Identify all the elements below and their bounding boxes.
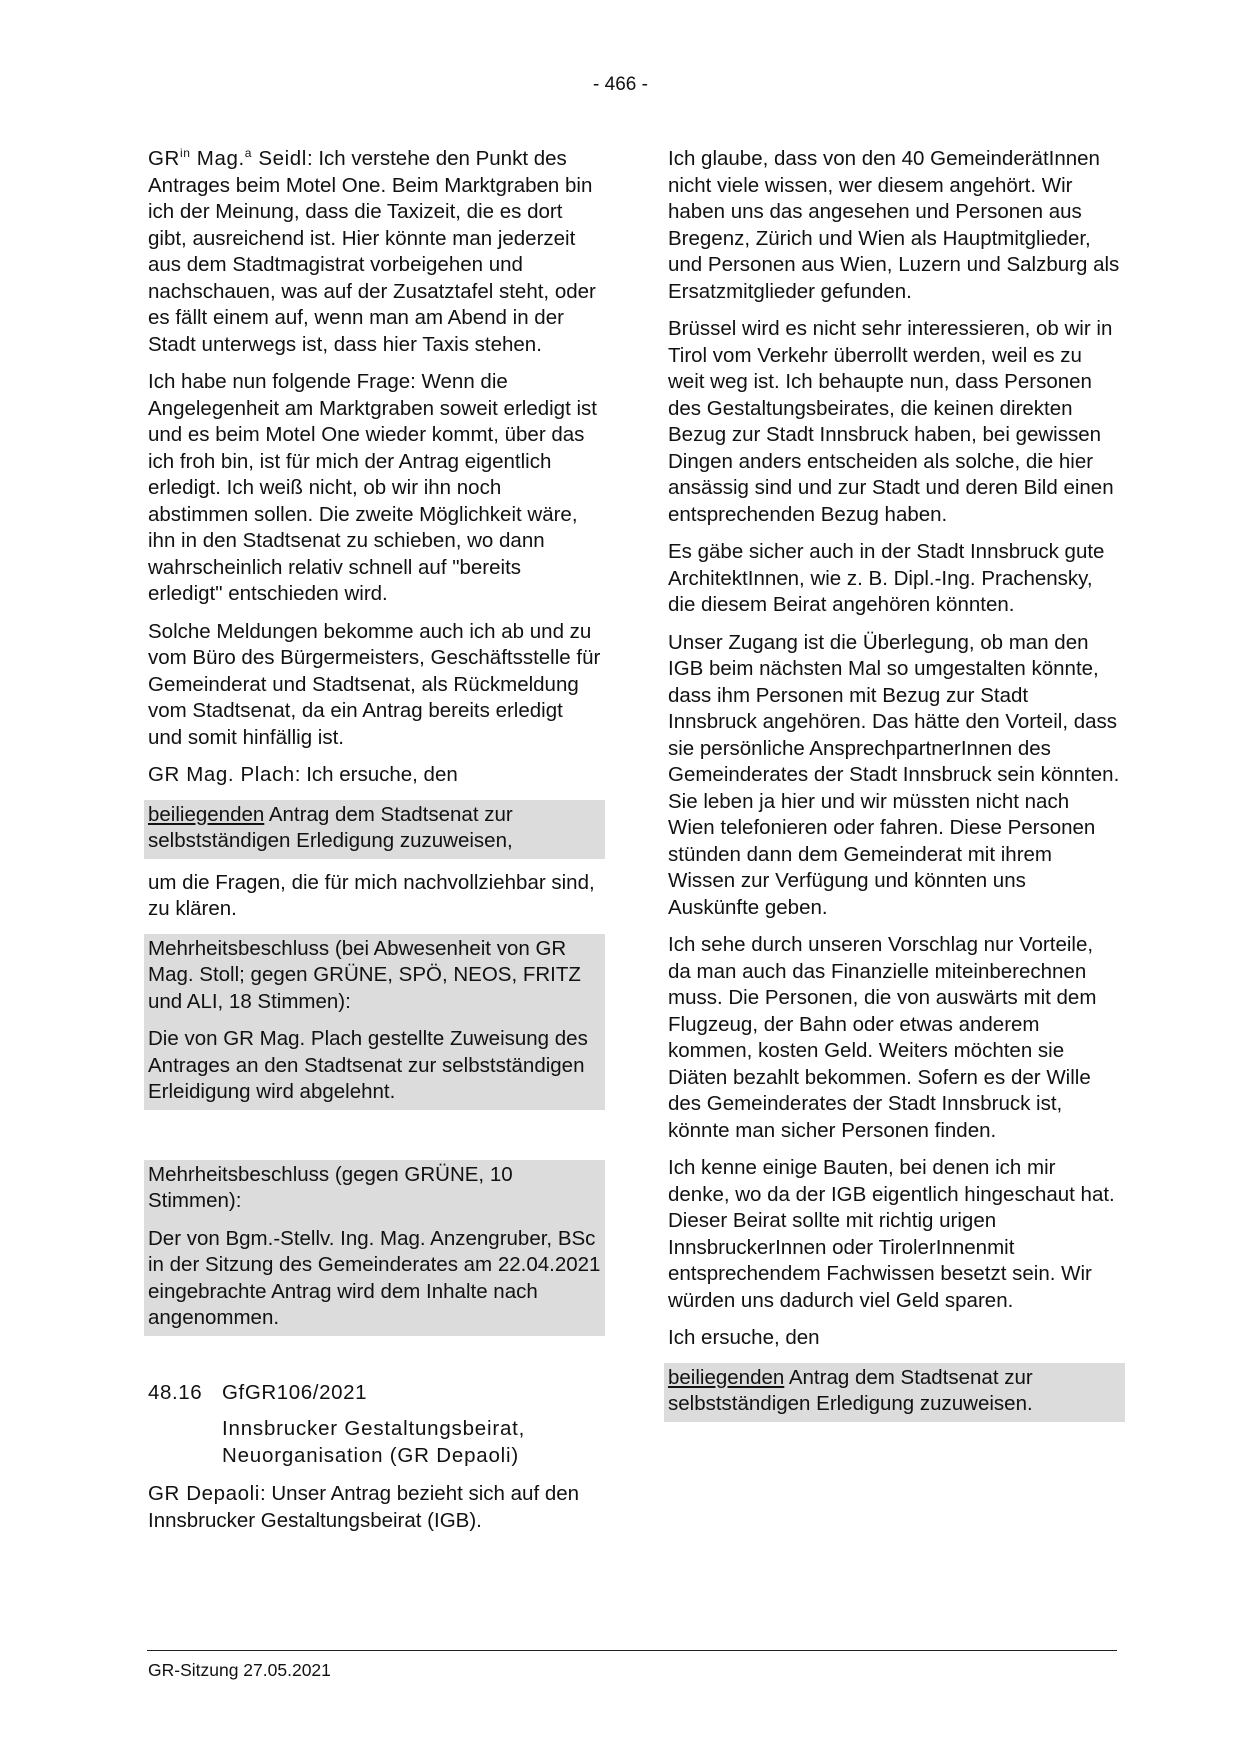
- agenda-item-header: [148, 1380, 601, 1407]
- paragraph: Solche Meldungen bekomme auch ich ab und zu vom Büro des Bürgermeisters, Geschäftsstelle für Gemeinderat und Stadtsenat, als Rückmeldung vom Stadtsenat, da ein Antrag bereits erledigt und somit hinfällig ist.: [148, 619, 601, 749]
- agenda-number: 48.16: [148, 1380, 203, 1404]
- paragraph: Ich ersuche, den: [668, 1326, 820, 1349]
- resolution-head: Mehrheitsbeschluss (gegen GRÜNE, 10 Stimmen):: [148, 1162, 513, 1212]
- speaker-name: GR Mag. Plach: [148, 763, 295, 786]
- paragraph: Es gäbe sicher auch in der Stadt Innsbruck gute ArchitektInnen, wie z. B. Dipl.-Ing. Prachensky, die diesem Beirat angehören könnten.: [668, 540, 1105, 616]
- resolution-body: Die von GR Mag. Plach gestellte Zuweisung des Antrages an den Stadtsenat zur selbstständigen Erleidigung wird abgelehnt.: [148, 1027, 588, 1103]
- left-column: [148, 146, 601, 1545]
- paragraph: Ich kenne einige Bauten, bei denen ich mir denke, wo da der IGB eigentlich hingeschaut hat. Dieser Beirat sollte mit richtig urigen InnsbruckerInnen oder TirolerInnenmit entsprechendem Fachwissen besetzt sein. Wir würden uns dadurch viel Geld sparen.: [668, 1156, 1115, 1312]
- resolution-box: [144, 1160, 605, 1336]
- page-number: - 466 -: [593, 74, 648, 95]
- speaker-name: $GR^{in}$ Mag.$^a$ Seidl: [148, 146, 307, 170]
- footer-text: GR-Sitzung 27.05.2021: [148, 1660, 331, 1680]
- motion-box: beiliegenden Antrag dem Stadtsenat zur selbstständigen Erledigung zuzuweisen,: [144, 800, 605, 859]
- resolution-box: [144, 934, 605, 1110]
- agenda-code: GfGR106/2021: [222, 1380, 368, 1404]
- paragraph: Ich glaube, dass von den 40 GemeinderätInnen nicht viele wissen, wer diesem angehört. Wir haben uns das angesehen und Personen aus Bregenz, Zürich und Wien als Hauptmitglieder, und Personen aus Wien, Luzern und Salzburg als Ersatzmitglieder gefunden.: [668, 147, 1120, 303]
- speech-depaoli: GR Depaoli: Unser Antrag bezieht sich auf den Innsbrucker Gestaltungsbeirat (IGB).: [148, 1482, 580, 1532]
- paragraph: Unser Zugang ist die Überlegung, ob man den IGB beim nächsten Mal so umgestalten könnte, dass ihm Personen mit Bezug zur Stadt Innsbruck angehören. Das hätte den Vorteil, dass sie persönliche AnsprechpartnerInnen des Gemeinderates der Stadt Innsbruck sein könnten. Sie leben ja hier und wir müssten nicht nach Wien telefonieren oder fahren. Diese Personen stünden dann dem Gemeinderat mit ihrem Wissen zur Verfügung und könnten uns Auskünfte geben.: [668, 630, 1120, 919]
- paragraph: Brüssel wird es nicht sehr interessieren, ob wir in Tirol vom Verkehr überrollt werden, weil es zu weit weg ist. Ich behaupte nun, dass Personen des Gestaltungsbeirates, die keinen direkten Bezug zur Stadt Innsbruck haben, bei gewissen Dingen anders entscheiden als solche, die hier ansässig sind und zur Stadt und deren Bild einen entsprechenden Bezug haben.: [668, 317, 1114, 526]
- motion-box: beiliegenden Antrag dem Stadtsenat zur selbstständigen Erledigung zuzuweisen.: [664, 1363, 1125, 1422]
- agenda-title: Innsbrucker Gestaltungsbeirat, Neuorganisation (GR Depaoli): [222, 1417, 526, 1467]
- paragraph: Ich habe nun folgende Frage: Wenn die Angelegenheit am Marktgraben soweit erledigt ist und es beim Motel One wieder kommt, über das ich froh bin, ist für mich der Antrag eigentlich erledigt. Ich weiß nicht, ob wir ihn noch abstimmen sollen. Die zweite Möglichkeit wäre, ihn in den Stadtsenat zu schieben, wo dann wahrscheinlich relativ schnell auf "bereits erledigt" entschieden wird.: [148, 370, 597, 605]
- speaker-name: GR Depaoli: [148, 1482, 260, 1505]
- paragraph: um die Fragen, die für mich nachvollziehbar sind, zu klären.: [148, 870, 595, 920]
- underlined-word: beiliegenden: [668, 1365, 785, 1389]
- resolution-head: Mehrheitsbeschluss (bei Abwesenheit von GR Mag. Stoll; gegen GRÜNE, SPÖ, NEOS, FRITZ und ALI, 18 Stimmen):: [148, 936, 581, 1013]
- speech-plach: GR Mag. Plach: Ich ersuche, den: [148, 763, 458, 786]
- resolution-body: Der von Bgm.-Stellv. Ing. Mag. Anzengruber, BSc in der Sitzung des Gemeinderates am 22.04.2021 eingebrachte Antrag wird dem Inhalte nach angenommen.: [148, 1226, 601, 1329]
- right-column: [668, 146, 1121, 1422]
- underlined-word: beiliegenden: [148, 802, 265, 826]
- paragraph: Ich sehe durch unseren Vorschlag nur Vorteile, da man auch das Finanzielle miteinberechnen muss. Die Personen, die von auswärts mit dem Flugzeug, der Bahn oder etwas anderem kommen, kosten Geld. Weiters möchten sie Diäten bezahlt bekommen. Sofern es der Wille des Gemeinderates der Stadt Innsbruck ist, könnte man sicher Personen finden.: [668, 933, 1097, 1142]
- footer-divider: [147, 1650, 1117, 1651]
- speech-seidl: $GR^{in}$ Mag.$^a$ Seidl: Ich verstehe den Punkt des Antrages beim Motel One. Beim Marktgraben bin ich der Meinung, dass die Taxizeit, die es dort gibt, ausreichend ist. Hier könnte man jederzeit aus dem Stadtmagistrat vorbeigehen und nachschauen, was auf der Zusatztafel steht, oder es fällt einem auf, wenn man am Abend in der Stadt unterwegs ist, dass hier Taxis stehen.: [148, 146, 596, 356]
